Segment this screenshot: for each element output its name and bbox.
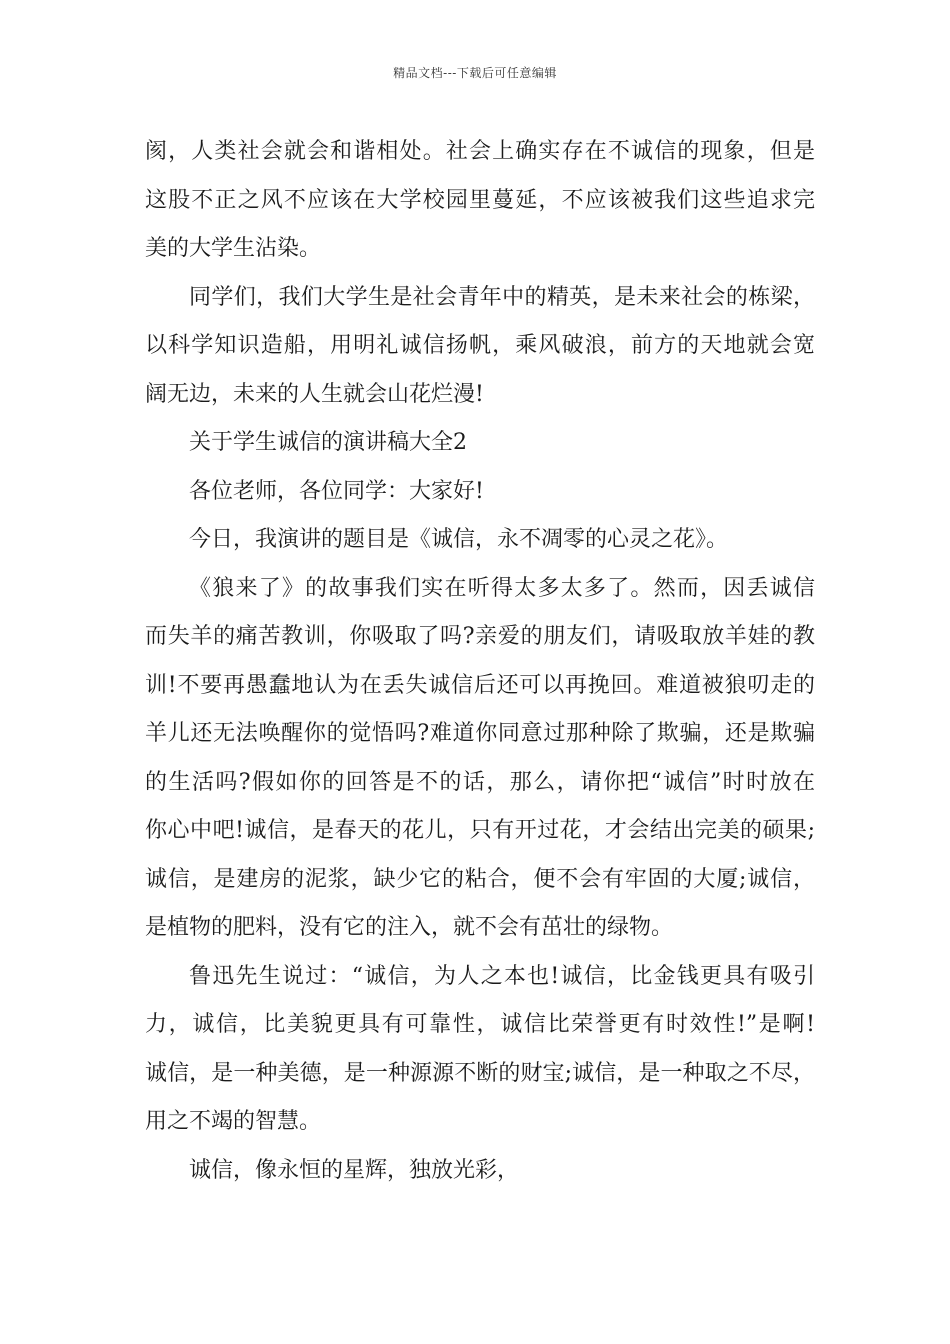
paragraph — [145, 565, 815, 953]
text-line: 以科学知识造船，用明礼诚信扬帆，乘风破浪，前方的天地就会宽 — [145, 333, 815, 358]
text-line: 鲁迅先生说过：“诚信，为人之本也!诚信，比金钱更具有吸引 — [189, 963, 815, 989]
text-line: 诚信，像永恒的星辉，独放光彩， — [189, 1157, 520, 1183]
text-line: 用之不竭的智慧。 — [145, 1109, 322, 1134]
text-line: 阔无边，未来的人生就会山花烂漫! — [145, 381, 484, 407]
text-line: 《狼来了》的故事我们实在听得太多太多了。然而，因丢诚信 — [189, 575, 815, 601]
text-line: 而失羊的痛苦教训，你吸取了吗?亲爱的朋友们，请吸取放羊娃的教 — [145, 624, 815, 649]
text-line: 同学们，我们大学生是社会青年中的精英，是未来社会的栋梁， — [189, 284, 815, 310]
text-line: 今日，我演讲的题目是《诚信，永不凋零的心灵之花》。 — [189, 527, 729, 552]
paragraph — [145, 274, 815, 420]
document-body — [145, 128, 815, 1195]
text-line: 的生活吗?假如你的回答是不的话，那么，请你把“诚信”时时放在 — [145, 769, 815, 795]
paragraph — [145, 1147, 815, 1196]
page-header: 精品文档---下载后可任意编辑 — [393, 66, 557, 80]
paragraph — [145, 468, 815, 517]
text-line: 训!不要再愚蠢地认为在丢失诚信后还可以再挽回。难道被狼叨走的 — [145, 672, 815, 698]
text-line: 关于学生诚信的演讲稿大全2 — [189, 430, 467, 455]
paragraph — [145, 516, 815, 565]
text-line: 这股不正之风不应该在大学校园里蔓延，不应该被我们这些追求完 — [145, 187, 815, 213]
text-line: 你心中吧!诚信，是春天的花儿，只有开过花，才会结出完美的硕果; — [145, 818, 815, 843]
section-title — [145, 419, 815, 468]
text-line: 美的大学生沾染。 — [145, 236, 322, 261]
text-line: 羊儿还无法唤醒你的觉悟吗?难道你同意过那种除了欺骗，还是欺骗 — [145, 721, 815, 746]
paragraph — [145, 128, 815, 274]
text-line: 诚信，是一种美德，是一种源源不断的财宝;诚信，是一种取之不尽， — [145, 1060, 815, 1086]
text-line: 力，诚信，比美貌更具有可靠性，诚信比荣誉更有时效性!”是啊! — [145, 1012, 815, 1037]
text-line: 各位老师，各位同学：大家好! — [189, 478, 484, 504]
text-line: 是植物的肥料，没有它的注入，就不会有茁壮的绿物。 — [145, 915, 674, 940]
paragraph — [145, 953, 815, 1147]
text-line: 阂，人类社会就会和谐相处。社会上确实存在不诚信的现象，但是 — [145, 139, 815, 164]
text-line: 诚信，是建房的泥浆，缺少它的粘合，便不会有牢固的大厦;诚信， — [145, 866, 815, 892]
